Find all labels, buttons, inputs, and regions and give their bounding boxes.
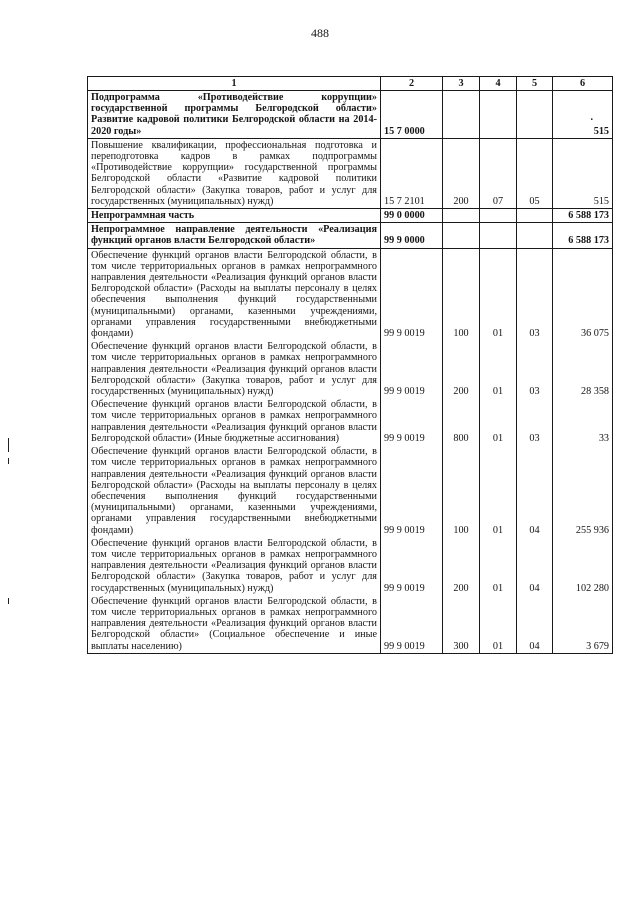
row-description: Подпрограмма «Противодействие коррупции» государственной программы Белгородской области» Развитие кадровой политики Белгородской области на 2014-2020 годы» [88, 91, 381, 139]
row-expense-type: 100 [443, 445, 480, 537]
row-subsection: 04 [517, 537, 553, 595]
row-subsection [517, 209, 553, 223]
row-section [480, 91, 517, 139]
table-row [88, 248, 613, 340]
row-description: Обеспечение функций органов власти Белгородской области, в том числе территориальных органов в рамках непрограммного направления деятельности «Реализация функций органов власти Белгородской области» (Иные бюджетные ассигнования) [88, 398, 381, 445]
row-description: Непрограммное направление деятельности «Реализация функций органов власти Белгородской области» [88, 223, 381, 248]
row-target-code: 99 9 0019 [381, 340, 443, 398]
scan-margin-mark [8, 598, 9, 604]
row-amount: 6 588 173 [553, 223, 613, 248]
row-expense-type: 300 [443, 595, 480, 654]
table-row [88, 138, 613, 208]
row-subsection: 05 [517, 138, 553, 208]
row-expense-type [443, 223, 480, 248]
row-expense-type: 200 [443, 340, 480, 398]
row-target-code: 99 9 0019 [381, 445, 443, 537]
row-description: Обеспечение функций органов власти Белгородской области, в том числе территориальных органов в рамках непрограммного направления деятельности «Реализация функций органов власти Белгородской области» (Расходы на выплаты персоналу в целях обеспечения выполнения функций государственными (муниципальными) органами, казенными учреждениями, органами управления государственными внебюджетными фондами) [88, 445, 381, 537]
row-target-code: 99 9 0019 [381, 537, 443, 595]
row-expense-type: 800 [443, 398, 480, 445]
header-col-1: 1 [88, 77, 381, 91]
row-description: Непрограммная часть [88, 209, 381, 223]
row-amount: 36 075 [553, 248, 613, 340]
table-row [88, 209, 613, 223]
row-amount: 6 588 173 [553, 209, 613, 223]
row-section: 01 [480, 340, 517, 398]
row-subsection: 03 [517, 340, 553, 398]
row-expense-type: 200 [443, 537, 480, 595]
row-description: Обеспечение функций органов власти Белгородской области, в том числе территориальных органов в рамках непрограммного направления деятельности «Реализация функций органов власти Белгородской области» (Закупка товаров, работ и услуг для государственных (муниципальных) нужд) [88, 537, 381, 595]
row-expense-type [443, 91, 480, 139]
row-description: Обеспечение функций органов власти Белгородской области, в том числе территориальных органов в рамках непрограммного направления деятельности «Реализация функций органов власти Белгородской области» (Социальное обеспечение и иные выплаты населению) [88, 595, 381, 654]
header-row [88, 77, 613, 91]
row-section [480, 209, 517, 223]
scan-margin-mark [8, 458, 9, 464]
table-row [88, 445, 613, 537]
row-amount: 28 358 [553, 340, 613, 398]
scan-margin-mark [8, 438, 9, 452]
row-section: 01 [480, 445, 517, 537]
row-target-code: 99 9 0019 [381, 595, 443, 654]
table-row [88, 398, 613, 445]
row-description: Обеспечение функций органов власти Белгородской области, в том числе территориальных органов в рамках непрограммного направления деятельности «Реализация функций органов власти Белгородской области» (Закупка товаров, работ и услуг для государственных (муниципальных) нужд) [88, 340, 381, 398]
row-subsection: 03 [517, 248, 553, 340]
table-row [88, 91, 613, 139]
row-target-code: 99 9 0019 [381, 248, 443, 340]
row-target-code: 99 9 0000 [381, 223, 443, 248]
row-section: 01 [480, 398, 517, 445]
row-expense-type: 200 [443, 138, 480, 208]
table-row [88, 223, 613, 248]
row-expense-type: 100 [443, 248, 480, 340]
row-subsection: 04 [517, 595, 553, 654]
header-col-5: 5 [517, 77, 553, 91]
row-mark: . [590, 111, 593, 123]
row-subsection [517, 223, 553, 248]
row-amount: 515 [553, 138, 613, 208]
row-amount-cell [553, 91, 613, 139]
row-subsection: 03 [517, 398, 553, 445]
table-row [88, 537, 613, 595]
row-target-code: 99 0 0000 [381, 209, 443, 223]
row-amount: 102 280 [553, 537, 613, 595]
row-section: 01 [480, 595, 517, 654]
row-section: 01 [480, 537, 517, 595]
page-number: 488 [311, 26, 329, 40]
row-target-code: 15 7 0000 [381, 91, 443, 139]
row-target-code: 15 7 2101 [381, 138, 443, 208]
row-amount: 33 [553, 398, 613, 445]
row-description: Обеспечение функций органов власти Белгородской области, в том числе территориальных органов в рамках непрограммного направления деятельности «Реализация функций органов власти Белгородской области» (Расходы на выплаты персоналу в целях обеспечения выполнения функций государственными (муниципальными) органами, казенными учреждениями, органами управления государственными внебюджетными фондами) [88, 248, 381, 340]
row-section: 07 [480, 138, 517, 208]
row-subsection: 04 [517, 445, 553, 537]
row-target-code: 99 9 0019 [381, 398, 443, 445]
header-col-2: 2 [381, 77, 443, 91]
row-section: 01 [480, 248, 517, 340]
row-amount: 515 [593, 125, 609, 137]
row-description: Повышение квалификации, профессиональная подготовка и переподготовка кадров в рамках подпрограммы «Противодействие коррупции» государственной программы Белгородской области «Развитие кадровой политики Белгородской области» (Закупка товаров, работ и услуг для государственных (муниципальных) нужд) [88, 138, 381, 208]
header-col-4: 4 [480, 77, 517, 91]
budget-table [87, 76, 613, 654]
row-amount: 255 936 [553, 445, 613, 537]
header-col-3: 3 [443, 77, 480, 91]
table-row [88, 595, 613, 654]
header-col-6: 6 [553, 77, 613, 91]
table-row [88, 340, 613, 398]
row-subsection [517, 91, 553, 139]
row-expense-type [443, 209, 480, 223]
row-amount: 3 679 [553, 595, 613, 654]
row-section [480, 223, 517, 248]
